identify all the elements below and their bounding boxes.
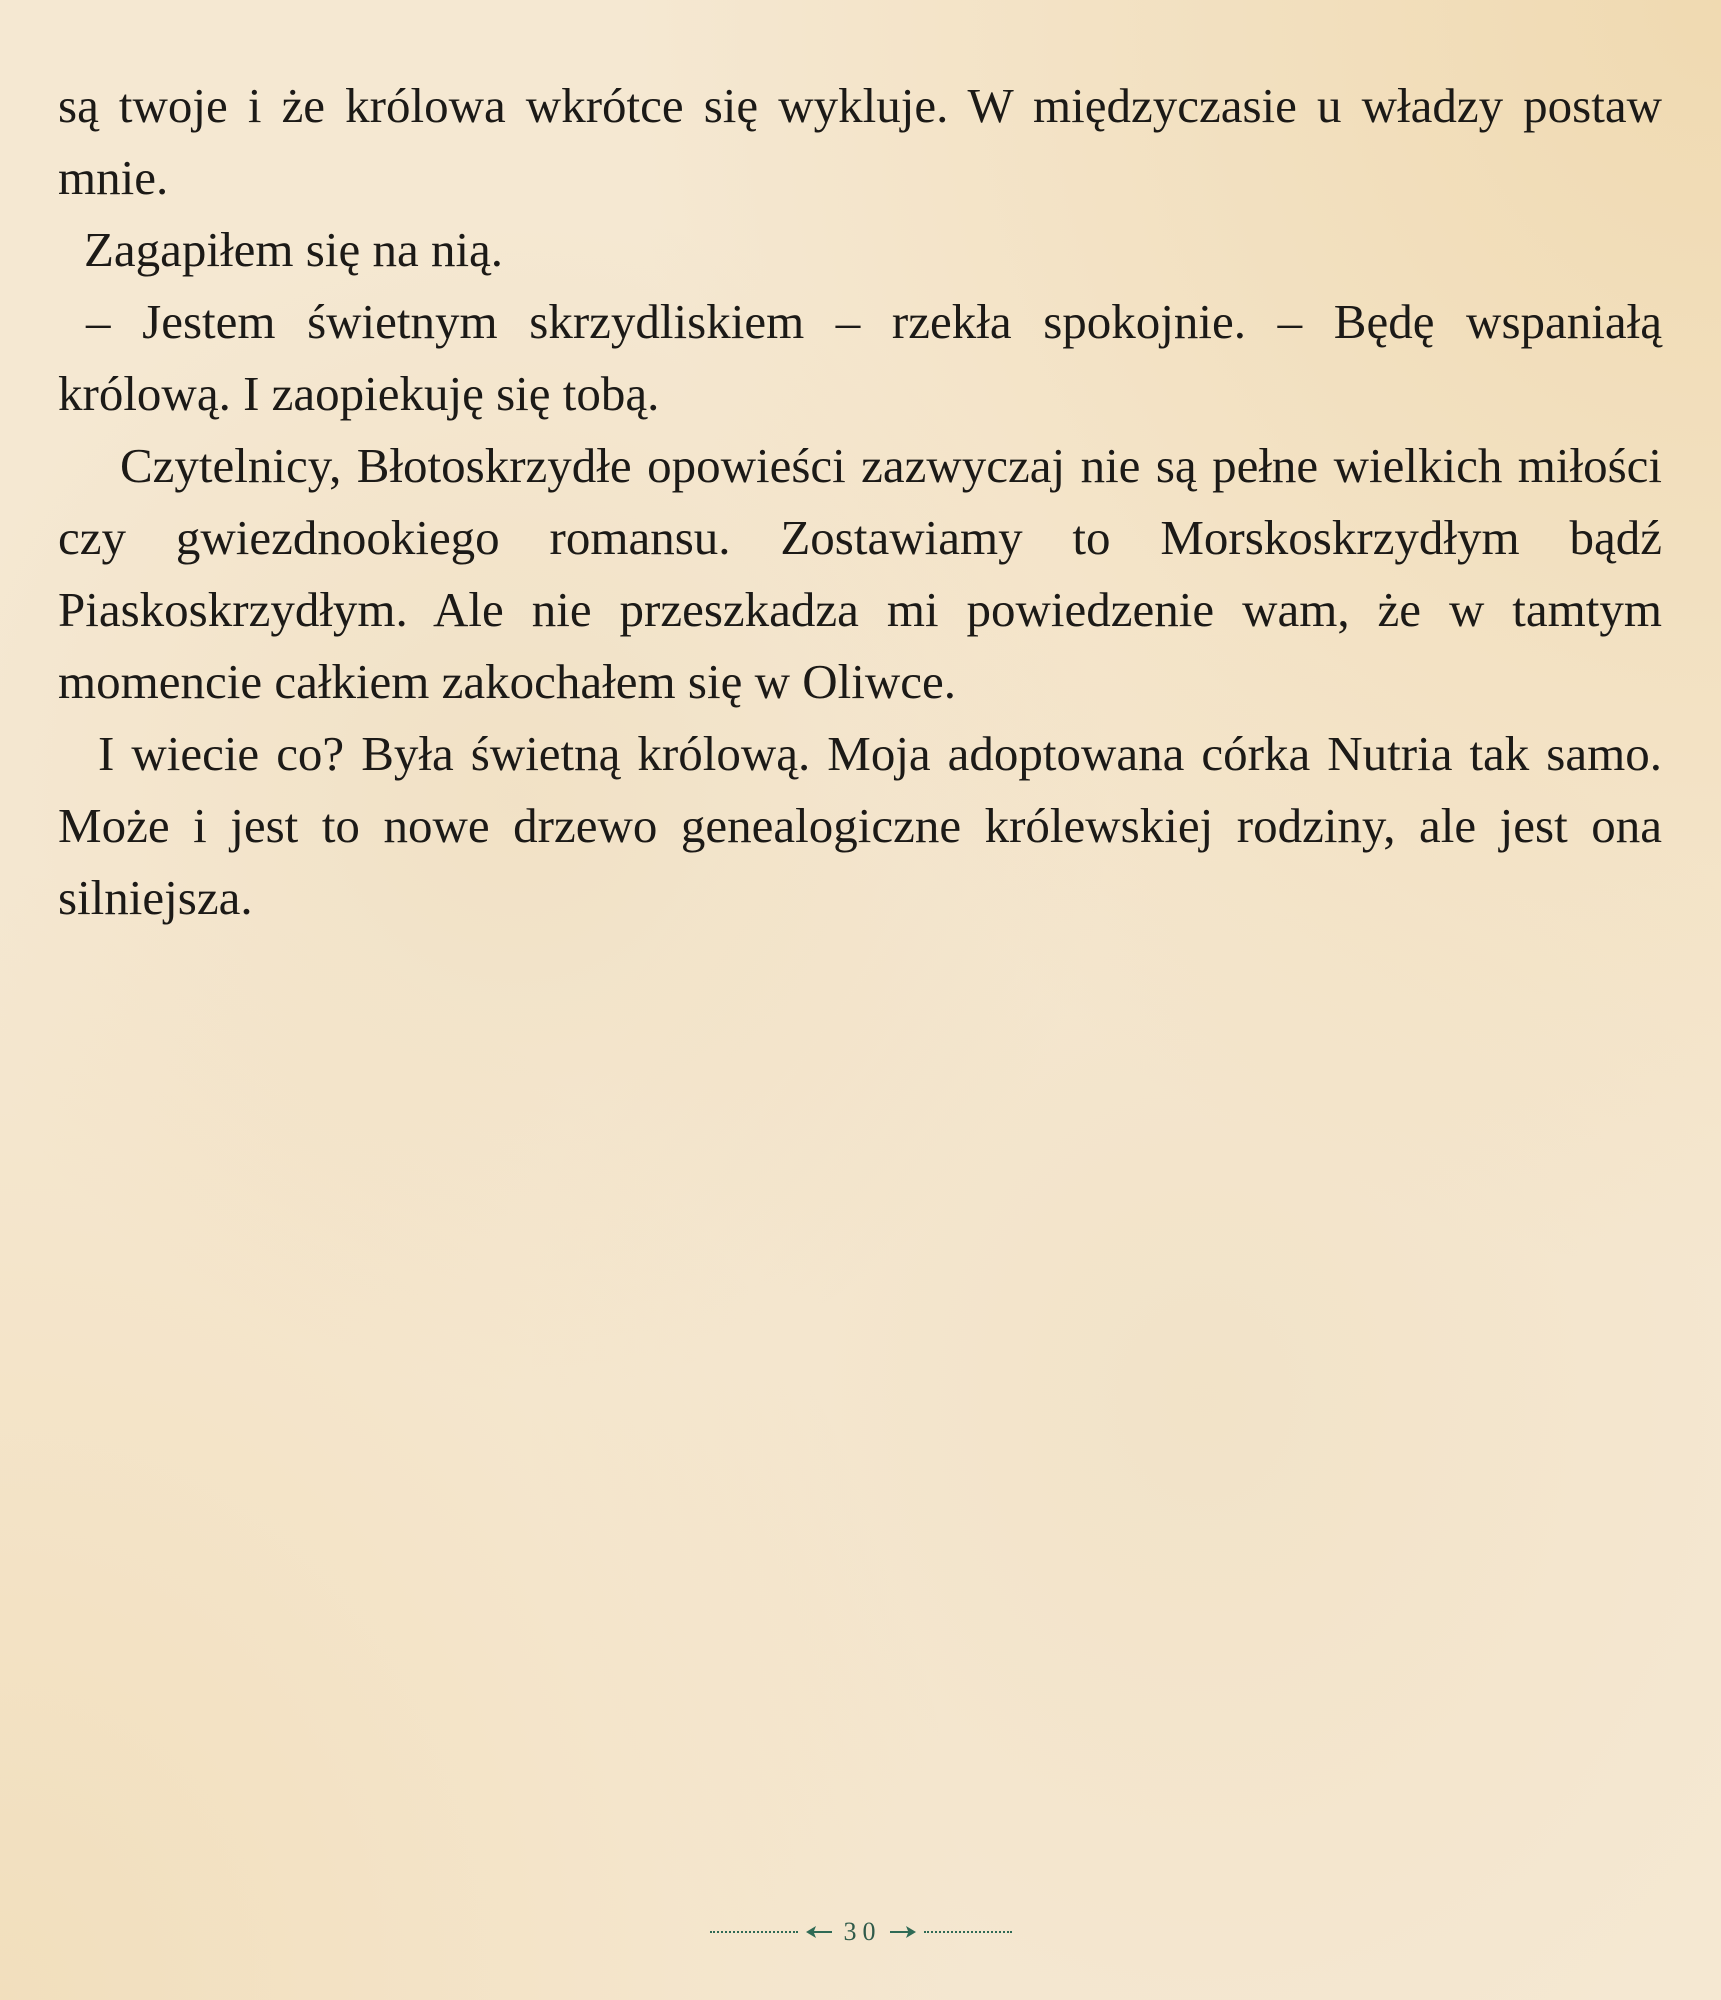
paragraph: są twoje i że królowa wkrótce się wykluje. W międzyczasie u władzy postaw mnie. [58, 78, 1662, 205]
ornament-arrow-left-icon [806, 1925, 832, 1939]
page-number: 30 [843, 1917, 882, 1946]
page-text [58, 70, 1662, 934]
page-number-ornament [710, 1917, 1012, 1947]
paragraph: I wiecie co? Była świetną królową. Moja adoptowana córka Nutria tak samo. Może i jest to nowe drzewo genealogiczne królewskiej rodziny, ale jest ona silniejsza. [58, 726, 1662, 925]
ornament-dotted-line-left [710, 1931, 798, 1933]
ornament-arrow-right-icon [890, 1925, 916, 1939]
paragraph: Zagapiłem się na nią. [84, 222, 504, 277]
ornament-dotted-line-right [924, 1931, 1012, 1933]
page-number-footer [0, 1912, 1721, 1952]
paragraph: Czytelnicy, Błotoskrzydłe opowieści zazwyczaj nie są pełne wielkich miłości czy gwiezdnookiego romansu. Zostawiamy to Morskoskrzydłym bądź Piaskoskrzydłym. Ale nie przeszkadza mi powiedzenie wam, że w tamtym momencie całkiem zakochałem się w Oliwce. [58, 438, 1662, 709]
paragraph: – Jestem świetnym skrzydliskiem – rzekła spokojnie. – Będę wspaniałą królową. I zaopiekuję się tobą. [58, 294, 1662, 421]
